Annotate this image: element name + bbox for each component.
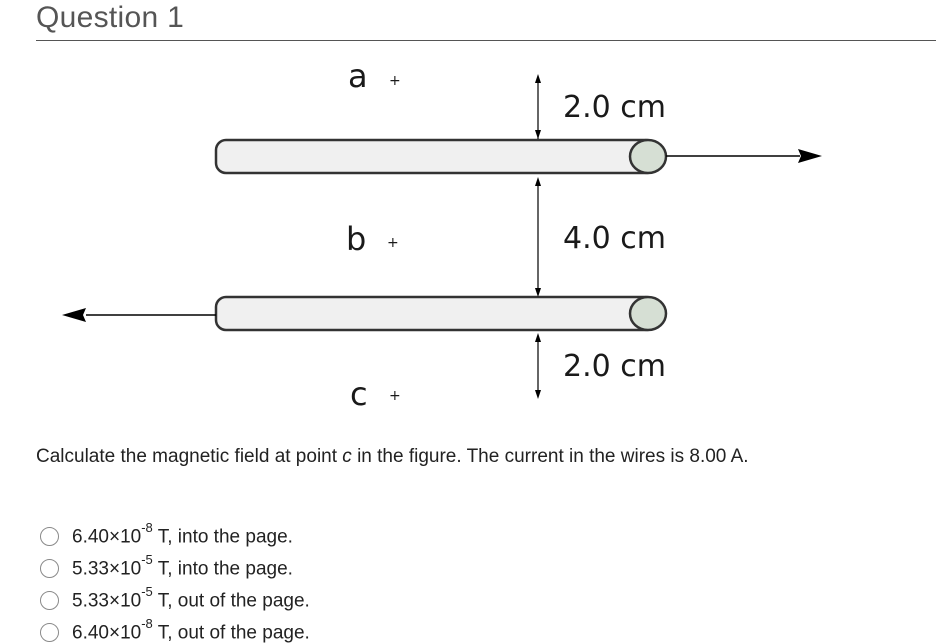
answer-label: [72, 552, 293, 580]
dimension-arrow-bottom: [535, 333, 541, 399]
radio-button[interactable]: [40, 591, 59, 610]
answer-exponent: -8: [141, 616, 153, 632]
answer-suffix: T, out of the page.: [152, 590, 310, 612]
question-text-start: Calculate the magnetic field at point: [36, 446, 343, 467]
answer-exponent: -5: [141, 584, 153, 600]
point-a-label: a: [348, 57, 368, 95]
answer-label: [72, 520, 293, 548]
point-b-label: b: [346, 220, 367, 258]
answer-exponent: -5: [141, 552, 153, 568]
answer-mantissa: 6.40×10: [72, 526, 142, 548]
point-c-label: c: [350, 375, 368, 413]
point-a-marker: +: [389, 73, 401, 89]
answer-label: [72, 584, 310, 612]
answer-option-4[interactable]: [40, 616, 310, 643]
answer-option-2[interactable]: [40, 552, 310, 584]
distance-label-middle: 4.0 cm: [563, 221, 666, 256]
answer-suffix: T, into the page.: [152, 526, 293, 548]
question-text-end: in the figure. The current in the wires is 8.00 A.: [351, 446, 749, 467]
answer-label: [72, 616, 310, 643]
point-b-marker: +: [387, 235, 399, 251]
current-arrow-left: [62, 308, 216, 322]
answer-option-3[interactable]: [40, 584, 310, 616]
question-title: Question 1: [36, 1, 185, 34]
answer-mantissa: 5.33×10: [72, 590, 142, 612]
answer-suffix: T, into the page.: [152, 558, 293, 580]
answer-exponent: -8: [141, 520, 153, 536]
radio-button[interactable]: [40, 623, 59, 642]
bottom-wire: [216, 297, 666, 330]
question-variable: c: [342, 446, 352, 467]
distance-label-bottom: 2.0 cm: [563, 349, 666, 384]
answer-mantissa: 5.33×10: [72, 558, 142, 580]
answer-option-1[interactable]: [40, 520, 310, 552]
current-arrow-right: [666, 149, 822, 163]
dimension-arrow-top: [535, 74, 541, 139]
question-prompt: [36, 446, 749, 468]
answer-suffix: T, out of the page.: [152, 622, 310, 643]
top-wire: [216, 140, 666, 173]
distance-label-top: 2.0 cm: [563, 90, 666, 125]
radio-button[interactable]: [40, 559, 59, 578]
dimension-arrow-middle: [535, 177, 541, 297]
answer-choices: [40, 520, 310, 643]
point-c-marker: +: [389, 388, 401, 404]
answer-mantissa: 6.40×10: [72, 622, 142, 643]
radio-button[interactable]: [40, 527, 59, 546]
